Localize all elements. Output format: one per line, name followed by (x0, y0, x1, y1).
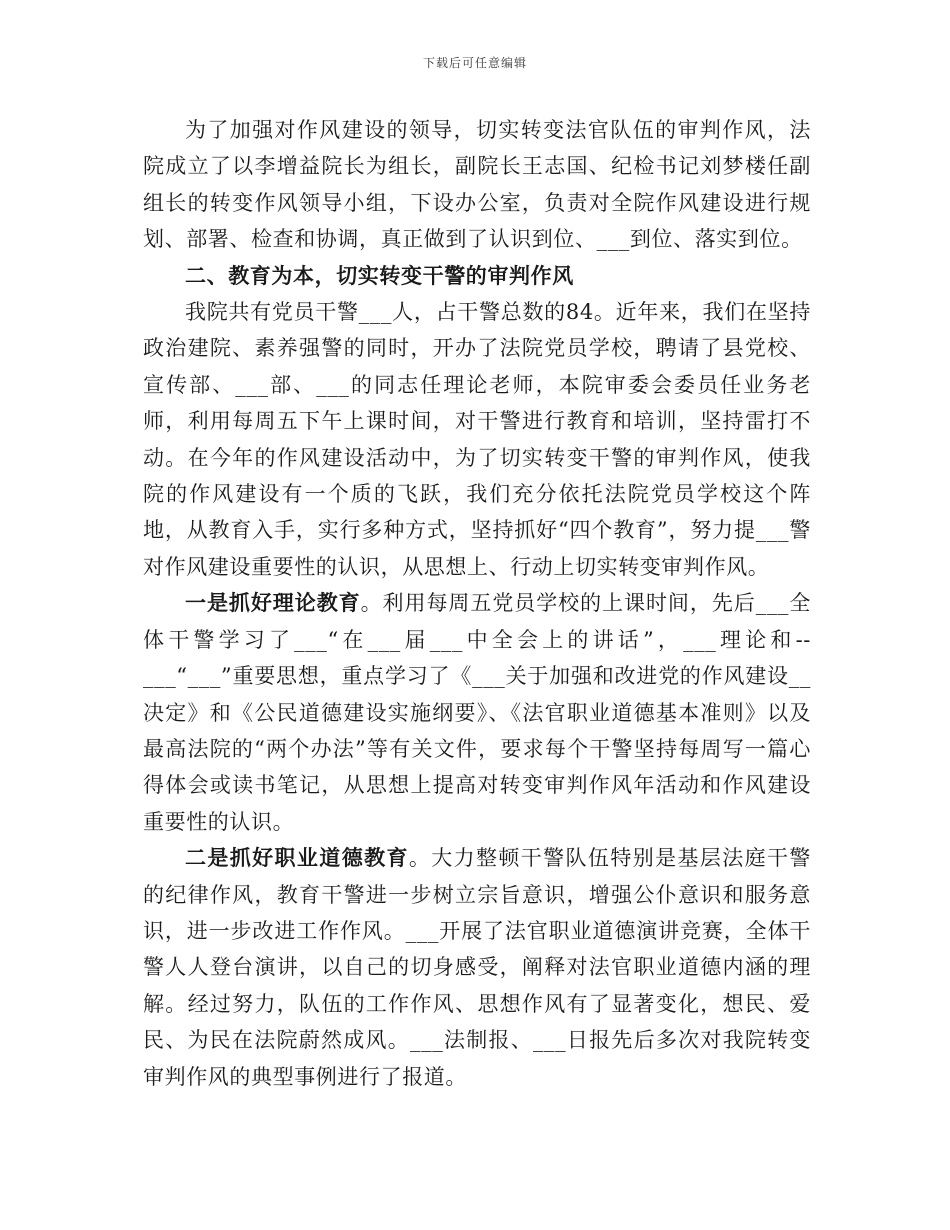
paragraph-leadership: 为了加强对作风建设的领导，切实转变法官队伍的审判作风，法院成立了以李增益院长为组长，副院长王志国、纪检书记刘梦楼任副组长的转变作风领导小组，下设办公室，负责对全院作风建设进行规划、部署、检查和协调，真正做到了认识到位、___到位、落实到位。 (143, 118, 811, 252)
section-heading: 二、教育为本，切实转变干警的审判作风 (185, 262, 574, 288)
paragraph-party-school: 我院共有党员干警___人，占干警总数的84。近年来，我们在坚持政治建院、素养强警的同时，开办了法院党员学校，聘请了县党校、宣传部、___部、___的同志任理论老师，本院审委会委员任业务老师，利用每周五下午上课时间，对干警进行教育和培训，坚持雷打不动。在今年的作风建设活动中，为了切实转变干警的审判作风，使我院的作风建设有一个质的飞跃，我们充分依托法院党员学校这个阵地，从教育入手，实行多种方式，坚持抓好“四个教育”，努力提___警对作风建设重要性的认识，从思想上、行动上切实转变审判作风。 (143, 300, 811, 579)
paragraph-body-theory: 。利用每周五党员学校的上课时间，先后___全体干警学习了___“在___届___中全会上的讲话”，___理论和--___“___”重要思想，重点学习了《___关于加强和改进党的作风建设__决定》和《公民道德建设实施纲要》、《法官职业道德基本准则》以及最高法院的“两个办法”等有关文件，要求每个干警坚持每周写一篇心得体会或读书笔记，从思想上提高对转变审判作风年活动和作风建设重要性的认识。 (143, 591, 811, 834)
paragraph-body-ethics: 。大力整顿干警队伍特别是基层法庭干警的纪律作风，教育干警进一步树立宗旨意识，增强公仆意识和服务意识，进一步改进工作作风。___开展了法官职业道德演讲竞赛，全体干警人人登台演讲，以自己的切身感受，阐释对法官职业道德内涵的理解。经过努力，队伍的工作作风、思想作风有了显著变化，想民、爱民、为民在法院蔚然成风。___法制报、___日报先后多次对我院转变审判作风的典型事例进行了报道。 (143, 846, 811, 1089)
paragraph-lead-ethics: 二是抓好职业道德教育 (185, 845, 409, 871)
document-body (143, 112, 811, 1095)
paragraph-lead-theory: 一是抓好理论教育 (185, 590, 361, 616)
paragraph-ethics-education (143, 840, 811, 1095)
page-header: 下载后可任意编辑 (422, 56, 527, 70)
paragraph-theory-education (143, 585, 811, 840)
